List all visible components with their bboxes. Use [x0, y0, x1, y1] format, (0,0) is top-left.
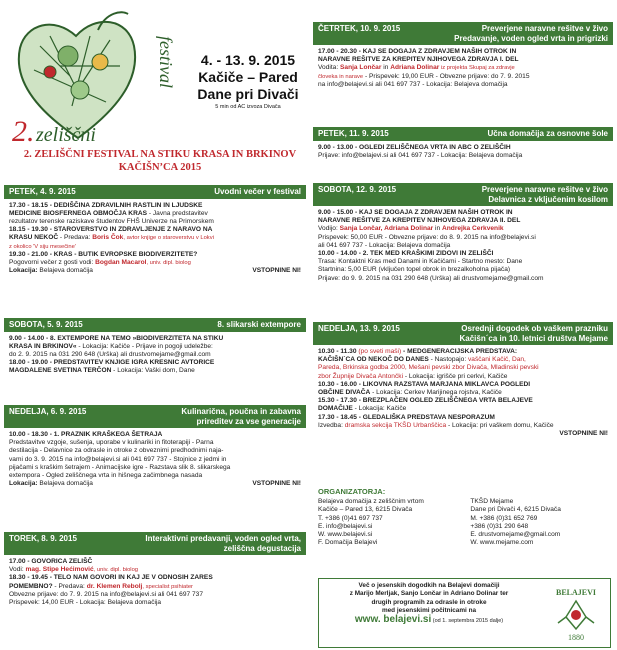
website-link[interactable]: W. www.belajevi.si	[318, 531, 373, 539]
day-section-cetrtek-10: ČETRTEK, 10. 9. 2015 Preverjene naravne rešitve v živo Predavanje, voden ogled vrta in prigrizki 17.00 - 20.30 - KAJ SE DOGAJA Z ZDRAVJEM NAŠIH OTROK IN NARAVNE REŠITVE ZA KREPITEV NJIHOVEGA ZDRAVJA I. DEL Vodita: Sanja Lončar in Adriana Dolinar iz projekta Skupaj za zdravje človeka in narave - Prispevek: 19,00 EUR - Obvezne prijave: do 7. 9. 2015 na info@belajevi.si ali 041 697 737 - Lokacija: Belajeva domačija	[313, 22, 613, 89]
website-link[interactable]: W. www.mejame.com	[470, 539, 534, 547]
festival-village: Dane pri Divači	[197, 86, 299, 102]
day-header: ČETRTEK, 10. 9. 2015 Preverjene naravne rešitve v živo Predavanje, voden ogled vrta in prigrizki	[313, 22, 613, 45]
day-header: PETEK, 4. 9. 2015 Uvodni večer v festival	[4, 185, 306, 199]
phone-link[interactable]: M. +386 (0)31 652 769	[470, 514, 538, 522]
belajevi-emblem	[546, 583, 606, 643]
day-section-petek-4: PETEK, 4. 9. 2015 Uvodni večer v festival 17.30 - 18.15 - DEDIŠČINA ZDRAVILNIH RASTLIN IN LJUDSKE MEDICINE BIOSFERNEGA OBMOČJA KRAS - Javna predstavitev rezultatov terenske raziskave študentov FHŠ Univerze na Primorskem 18.15 - 19.30 - STAROVERSTVO IN ZDRAVLJENJE Z NARAVO NA KRASU NEKOČ - Predava: Boris Čok, avtor knjige o staroverstvu v Lokvi z okolico 'V siju mesečine' 19.30 - 21.00 - KRAS - BUTIK EVROPSKE BIODIVERZITETE? Pogovorni večer z gosti vodi: Bogdan Macarol, univ. dipl. biolog Lokacija: Belajeva domačija VSTOPNINE NI!	[4, 185, 306, 275]
day-section-torek-8: TOREK, 8. 9. 2015 Interaktivni predavanji, voden ogled vrta, zeliščna degustacija 17.00 - GOVORICA ZELIŠČ Vodi: mag. Stipe Hećimović, univ. dipl. biolog 18.30 - 19.45 - TELO NAM GOVORI IN KAJ JE V ODNOSIH ZARES POMEMBNO? - Predava: dr. Klemen Rebolj, specialist psihiater Obvezne prijave: do 7. 9. 2015 na info@belajevi.si ali 041 697 737 Prispevek: 14,00 EUR - Lokacija: Belajeva domačija	[4, 532, 306, 607]
organizer-belajevi: Belajeva domačija z zeliščnim vrtom Kačiče – Pared 13, 6215 Divača T. +386 (0)41 697 737 E. info@belajevi.si W. www.belajevi.si F. Domačija Belajevi	[318, 498, 470, 547]
festival-dates: 4. - 13. 9. 2015	[200, 52, 296, 68]
day-section-nedelja-13: NEDELJA, 13. 9. 2015 Osrednji dogodek ob vaškem prazniku Kačišn´ca in 10. letnici društva Mejame 10.30 - 11.30 (po sveti maši) - MEDGENERACIJSKA PREDSTAVA: KAČIŠN´CA OD NEKOČ DO DANES - Nastopajo: vaščani Kačič, Dan, Pareda, Brkinska godba 2000, Mešani pevski zbor Divača, Mladinski pevski zbor Župnije Divača Antončki - Lokacija: igrišče pri cerkvi, Kačiče 10.30 - 16.00 - LIKOVNA RAZSTAVA MARJANA MIKLAVCA POGLEDI OBČINE DIVAČA - Lokacija: Cerkev Marijinega rojstva, Kačiče 15.30 - 17.30 - BREZPLAČEN OGLED ZELIŠČNEGA VRTA BELAJEVE DOMAČIJE - Lokacija: Kačiče 17.30 - 18.45 - GLEDALIŠKA PREDSTAVA NESPORAZUM Izvedba: dramska sekcija TKŠD Urbanščica - Lokacija: pri vaškem domu, Kačiče VSTOPNINE NI!	[313, 322, 613, 438]
emblem-year: 1880	[568, 633, 584, 642]
promo-box: Več o jesenskih dogodkih na Belajevi domačiji z Marijo Merljak, Sanjo Lončar in Adriano Dolinar ter drugih programih za odrasle in otroke med jesenskimi počitnicami na www. belajevi.si (od 1. septembra 2015 dalje) BELAJEVI 1880	[318, 578, 611, 648]
day-header: NEDELJA, 13. 9. 2015 Osrednji dogodek ob vaškem prazniku Kačišn´ca in 10. letnici društva Mejame	[313, 322, 613, 345]
festival-place: Kačiče – Pared	[198, 69, 298, 85]
day-section-sobota-5: SOBOTA, 5. 9. 2015 8. slikarski extempore 9.00 - 14.00 - 8. EXTEMPORE NA TEMO »BIODIVERZITETA NA STIKU KRASA IN BRKINOV« - Lokacija: Kačiče - Prijave in pogoji udeležbe: do 2. 9. 2015 na 031 290 648 (Urška) ali drustvomejame@gmail.com 18.00 - 19.00 - PREDSTAVITEV KNJIGE IGRA KRESNIC AVTORICE MAGDALENE SVETINA TERČON - Lokacija: Vaški dom, Dane	[4, 318, 306, 376]
day-header: PETEK, 11. 9. 2015 Učna domačija za osnovne šole	[313, 127, 613, 141]
festival-distance: 5 min od AC izvoza Divača	[215, 104, 281, 110]
emblem-text: BELAJEVI	[555, 588, 597, 597]
logo-festival-word: festival	[156, 36, 176, 88]
festival-info	[187, 52, 309, 112]
day-header: TOREK, 8. 9. 2015 Interaktivni predavanji, voden ogled vrta, zeliščna degustacija	[4, 532, 306, 555]
logo-number: 2.	[12, 115, 35, 148]
day-section-nedelja-6: NEDELJA, 6. 9. 2015 Kulinarična, poučna in zabavna prireditev za vse generacije 10.00 - 18.30 - 1. PRAZNIK KRAŠKEGA ŠETRAJA Predstavitve vzgoje, sušenja, uporabe v kulinariki in fitoterapiji - Parna destilacija - Delavnice za odrasle in otroke z obveznimi predhodnimi naja- vami do 3. 9. 2015 na info@belajevi.si ali 041 697 737 - Stojnice z jedmi in pijačami s kraškim šetrajem - Animacijske igre - Razstava slik 8. slikarskega extempora - Ogled zeliščnega vrta in hišnega začimbnega nasada Lokacija: Belajeva domačija VSTOPNINE NI!	[4, 405, 306, 488]
facebook-link[interactable]: F. Domačija Belajevi	[318, 539, 378, 547]
logo-word: zeliščni	[36, 124, 96, 146]
day-section-petek-11: PETEK, 11. 9. 2015 Učna domačija za osnovne šole 9.00 - 13.00 - OGLEDI ZELIŠČNEGA VRTA IN ABC O ZELIŠČIH Prijave: info@belajevi.si ali 041 697 737 - Lokacija: Belajeva domačija	[313, 127, 613, 160]
day-header: SOBOTA, 5. 9. 2015 8. slikarski extempore	[4, 318, 306, 332]
organizers	[313, 488, 613, 547]
organizers-title: ORGANIZATORJA:	[318, 487, 386, 496]
organizer-mejame: TKŠD Mejame Dane pri Divači 4, 6215 Divača M. +386 (0)31 652 769 +386 (0)31 290 648 E. drustvomejame@gmail.com W. www.mejame.com	[470, 498, 608, 547]
website-link[interactable]: www. belajevi.si	[354, 613, 432, 625]
phone-link[interactable]: +386 (0)31 290 648	[470, 522, 529, 530]
day-header: NEDELJA, 6. 9. 2015 Kulinarična, poučna in zabavna prireditev za vse generacije	[4, 405, 306, 428]
day-header: SOBOTA, 12. 9. 2015 Preverjene naravne rešitve v živo Delavnica z vključenim kosilom	[313, 183, 613, 206]
email-link[interactable]: E. drustvomejame@gmail.com	[470, 531, 561, 539]
day-section-sobota-12: SOBOTA, 12. 9. 2015 Preverjene naravne rešitve v živo Delavnica z vključenim kosilom 9.00 - 15.00 - KAJ SE DOGAJA Z ZDRAVJEM NAŠIH OTROK IN NARAVNE REŠITVE ZA KREPITEV NJIHOVEGA ZDRAVJA II. DEL Vodijo: Sanja Lončar, Adriana Dolinar in Andrejka Cerkvenik Prispevek: 50,00 EUR - Obvezne prijave: do 8. 9. 2015 na info@belajevi.si ali 041 697 737 - Lokacija: Belajeva domačija 10.00 - 14.00 - 2. TEK MED KRAŠKIMI ZIDOVI IN ZELIŠČI Trasa: Kontaktni Kras med Danami in Kačičami - Startno mesto: Dane Startnina: 5,00 EUR (vključen topel obrok in brezalkoholna pijača) Prijave: do 9. 9. 2015 na 031 290 648 (Urška) ali drustvomejame@gmail.com	[313, 183, 613, 283]
page-title: 2. ZELIŠČNI FESTIVAL NA STIKU KRASA IN BRKINOV KAČIŠN’CA 2015	[23, 149, 297, 173]
phone-link[interactable]: T. +386 (0)41 697 737	[318, 514, 383, 522]
festival-logo-heart	[10, 6, 176, 148]
email-link[interactable]: E. info@belajevi.si	[318, 522, 373, 530]
